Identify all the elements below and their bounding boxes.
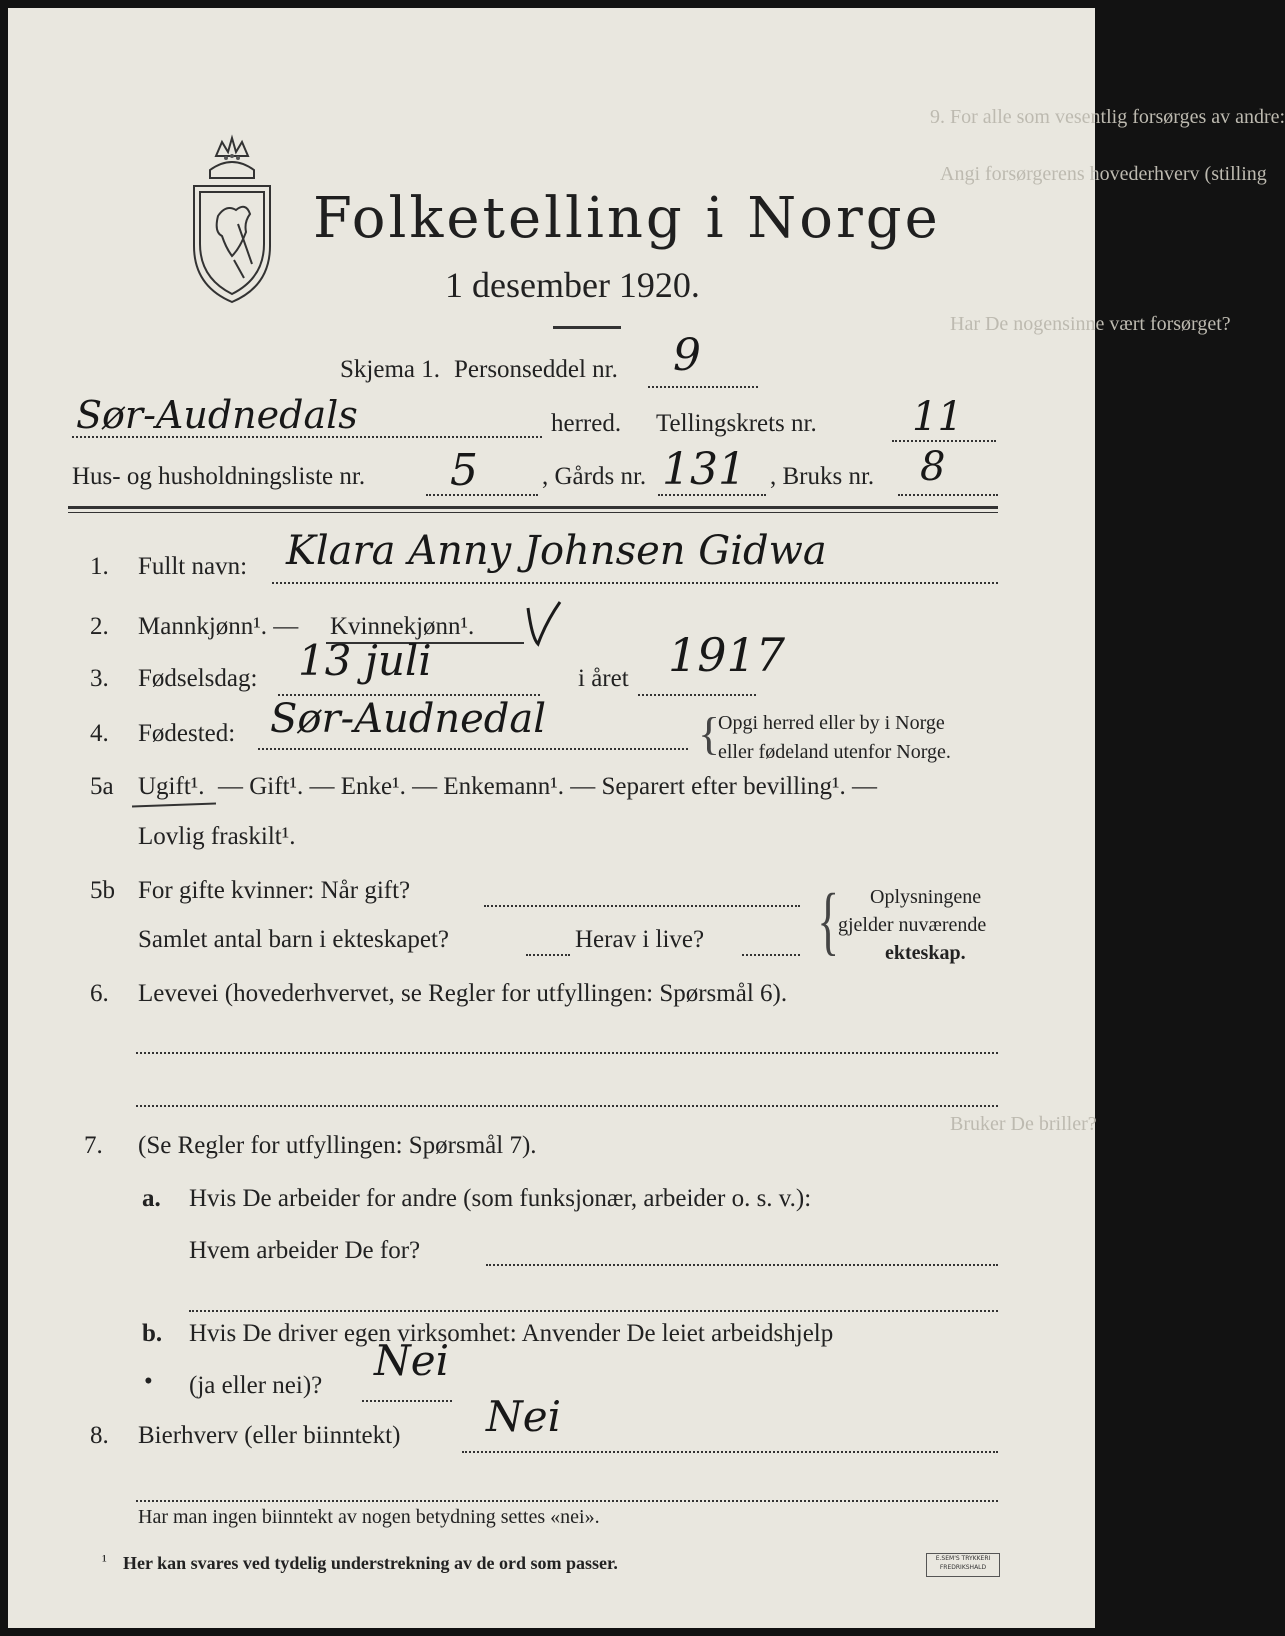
q7b-letter: b.: [142, 1320, 163, 1347]
q7a-employer-line2: [189, 1310, 998, 1312]
bruks-value: 8: [920, 444, 946, 490]
q7b-text2: (ja eller nei)?: [189, 1372, 323, 1399]
q3-year-line: [638, 694, 756, 696]
tellingskrets-line: [892, 440, 996, 442]
q6-label: Levevei (hovederhvervet, se Regler for utfyllingen: Spørsmål 6).: [138, 980, 788, 1007]
form-title: Folketelling i Norge: [313, 186, 941, 251]
household-label: Hus- og husholdningsliste nr.: [72, 463, 366, 490]
q7a-text2: Hvem arbeider De for?: [189, 1237, 421, 1264]
q5b-note-line2: gjelder nuværende: [838, 914, 987, 936]
household-line: [426, 494, 538, 496]
printer-stamp-line1: E.SEM'S TRYKKERI: [935, 1555, 991, 1562]
q8-answer-line: [462, 1451, 998, 1453]
q7b-answer-line: [362, 1400, 452, 1402]
q7b-bullet: •: [144, 1368, 153, 1395]
q5a-number: 5a: [90, 773, 114, 800]
gards-value: 131: [662, 444, 746, 495]
q7b-text1: Hvis De driver egen virksomhet: Anvender De leiet arbeidshjelp: [189, 1320, 834, 1347]
bruks-label: , Bruks nr.: [770, 463, 875, 490]
q8-label: Bierhverv (eller biinntekt): [138, 1422, 401, 1449]
q8-value: Nei: [486, 1392, 562, 1441]
q2-male-option: Mannkjønn¹. —: [138, 613, 299, 640]
q1-label: Fullt navn:: [138, 553, 248, 580]
q6-number: 6.: [90, 980, 109, 1007]
gards-label: , Gårds nr.: [542, 463, 647, 490]
q1-number: 1.: [90, 553, 109, 580]
q4-line: [258, 748, 688, 750]
q3-year-label: i året: [578, 665, 629, 692]
q3-year-value: 1917: [668, 628, 786, 682]
personseddel-label: Personseddel nr.: [454, 356, 618, 383]
coat-of-arms-icon: [186, 136, 278, 306]
q4-note-line1: Opgi herred eller by i Norge: [718, 712, 945, 734]
q5b-note-brace: {: [817, 879, 840, 963]
q4-note-line2: eller fødeland utenfor Norge.: [718, 741, 951, 763]
q5a-other-options: — Gift¹. — Enke¹. — Enkemann¹. — Separert efter bevilling¹. —: [218, 773, 877, 800]
q7-label: (Se Regler for utfyllingen: Spørsmål 7).: [138, 1132, 537, 1159]
title-divider: [553, 326, 621, 329]
q5b-alive-line: [742, 954, 800, 956]
q4-label: Fødested:: [138, 720, 236, 747]
q5a-ugift-underline: [132, 803, 216, 808]
q4-note-brace: {: [698, 708, 721, 759]
bleed-through-text: Angi forsørgerens hovederhverv (stilling: [940, 163, 1267, 185]
q1-value: Klara Anny Johnsen Gidwa: [286, 528, 827, 574]
q7a-text1: Hvis De arbeider for andre (som funksjonær, arbeider o. s. v.):: [189, 1185, 812, 1212]
q5b-married-line: [484, 905, 800, 907]
q7b-value: Nei: [374, 1336, 450, 1385]
q3-label: Fødselsdag:: [138, 665, 258, 692]
q8-number: 8.: [90, 1422, 109, 1449]
q7a-employer-line: [486, 1264, 998, 1266]
q2-check-mark-icon: [524, 598, 564, 648]
census-form-page: [8, 8, 1285, 1628]
nei-note: Har man ingen biinntekt av nogen betydning settes «nei».: [138, 1506, 600, 1528]
printer-stamp: [926, 1553, 1000, 1577]
q5b-number: 5b: [90, 877, 115, 904]
personseddel-value: 9: [673, 330, 701, 381]
q5b-label3: Herav i live?: [575, 926, 705, 953]
footnote-mark: ¹: [102, 1553, 107, 1570]
bruks-line: [898, 494, 998, 496]
q6-answer-line1: [136, 1052, 998, 1054]
tellingskrets-label: Tellingskrets nr.: [656, 410, 817, 437]
bleed-through-text: Bruker De briller?: [950, 1113, 1097, 1135]
schema-prefix: Skjema 1.: [340, 356, 440, 383]
q2-female-option: Kvinnekjønn¹.: [330, 613, 475, 640]
q7a-letter: a.: [142, 1185, 161, 1212]
q3-day-value: 13 juli: [298, 636, 432, 685]
q4-number: 4.: [90, 720, 109, 747]
q4-value: Sør-Audnedal: [270, 696, 547, 742]
census-date: 1 desember 1920.: [445, 265, 700, 305]
herred-value: Sør-Audnedals: [76, 393, 358, 437]
q2-number: 2.: [90, 613, 109, 640]
personseddel-line: [648, 386, 758, 388]
q5b-label2: Samlet antal barn i ekteskapet?: [138, 926, 449, 953]
q5b-note-line1: Oplysningene: [870, 886, 982, 908]
herred-label: herred.: [551, 410, 622, 437]
q7-number: 7.: [84, 1132, 103, 1159]
q3-number: 3.: [90, 665, 109, 692]
bleed-through-text: 9. For alle som vesentlig forsørges av andre:: [930, 106, 1285, 128]
section-divider: [68, 506, 998, 509]
q1-line: [272, 582, 998, 584]
q6-answer-line2: [136, 1105, 998, 1107]
q5b-children-line: [526, 954, 570, 956]
bleed-through-text: Har De nogensinne vært forsørget?: [950, 313, 1231, 335]
tellingskrets-value: 11: [912, 394, 963, 440]
household-value: 5: [450, 445, 478, 496]
printer-stamp-line2: FREDRIKSHALD: [939, 1564, 987, 1571]
q5b-label1: For gifte kvinner: Når gift?: [138, 877, 411, 904]
q5a-line2: Lovlig fraskilt¹.: [138, 823, 296, 850]
footnote-text: Her kan svares ved tydelig understrekning av de ord som passer.: [123, 1553, 618, 1573]
herred-line: [72, 436, 542, 438]
section-divider-thin: [68, 512, 998, 513]
q5a-ugift-option: Ugift¹.: [138, 773, 205, 800]
q5b-note-line3: ekteskap.: [885, 942, 966, 964]
q8-answer-line2: [136, 1500, 998, 1502]
